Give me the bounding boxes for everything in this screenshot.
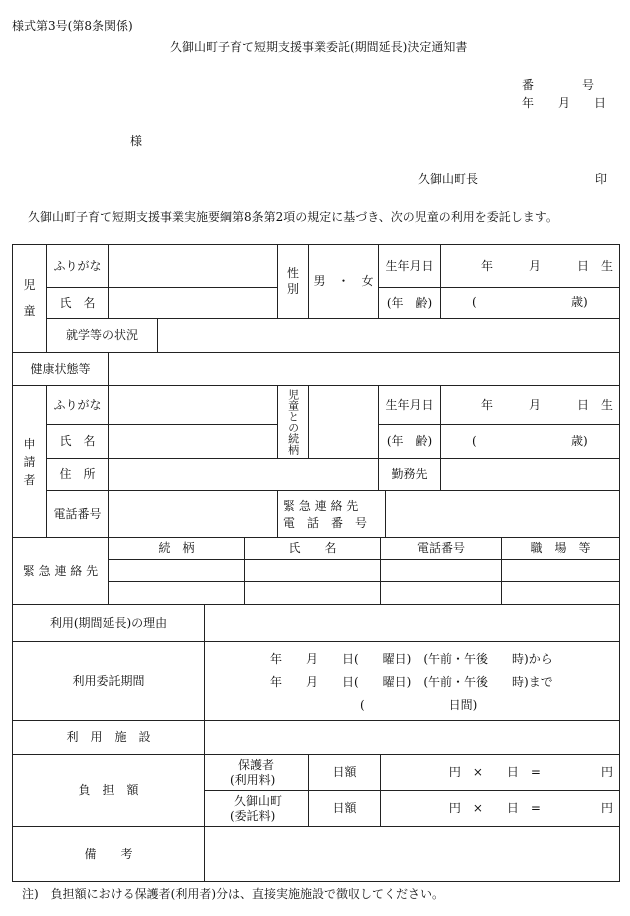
facility-label: 利 用 施 設: [66, 730, 151, 745]
period-label: 利用委託期間: [72, 673, 145, 688]
seal-mark: 印: [595, 172, 608, 186]
applicant-age-label: (年 齢): [386, 434, 433, 449]
period-from[interactable]: 年 月 日( 曜日) (午前・午後 時)から: [270, 652, 553, 666]
emergency-section-label: 緊 急 連 絡 先: [22, 563, 99, 578]
issuer: 久御山町長: [418, 172, 479, 186]
applicant-name-label: 氏 名: [59, 434, 96, 449]
period-days[interactable]: ( 日間): [360, 698, 478, 712]
footer-note: 注) 負担額における保護者(利用者)分は、直接実施施設で徴収してください。: [22, 887, 445, 901]
burden-guardian-daily: 日額: [332, 765, 357, 780]
form-number: 様式第3号(第8条関係): [12, 19, 133, 33]
burden-guardian-calc[interactable]: 円 × 日 = 円: [448, 765, 613, 780]
child-sex-options[interactable]: 男 ・ 女: [313, 274, 374, 289]
applicant-workplace-label: 勤務先: [391, 467, 428, 482]
health-field[interactable]: [109, 353, 619, 385]
applicant-emergency-phone-field[interactable]: [386, 491, 619, 537]
burden-guardian-label-1: 保護者: [238, 758, 275, 772]
child-section-label: 児 童: [23, 277, 36, 319]
applicant-relation-field[interactable]: [309, 386, 378, 458]
remarks-field[interactable]: [205, 827, 619, 881]
burden-guardian-label-2: (利用料): [230, 773, 276, 787]
emergency-col-name: 氏 名: [288, 541, 337, 556]
applicant-address-field[interactable]: [109, 459, 378, 490]
child-age-open: (: [472, 295, 477, 309]
applicant-furigana-field[interactable]: [109, 386, 277, 424]
emergency-col-workplace: 職 場 等: [530, 541, 591, 556]
burden-town-calc[interactable]: 円 × 日 = 円: [448, 801, 613, 816]
applicant-phone-field[interactable]: [109, 491, 277, 537]
applicant-birth-label: 生年月日: [385, 397, 434, 412]
burden-town-label-2: (委託料): [230, 809, 276, 823]
child-furigana-label: ふりがな: [53, 258, 102, 273]
child-name-field[interactable]: [109, 288, 277, 318]
child-birth-value[interactable]: 年 月 日 生: [480, 258, 613, 273]
applicant-birth-value[interactable]: 年 月 日 生: [480, 397, 613, 412]
applicant-workplace-field[interactable]: [441, 459, 619, 490]
child-sex-label: 性 別: [286, 265, 299, 296]
recipient-honorific: 様: [130, 134, 143, 148]
remarks-label: 備 考: [84, 846, 133, 861]
period-to[interactable]: 年 月 日( 曜日) (午前・午後 時)まで: [270, 675, 553, 689]
applicant-emergency-label-2: 電 話 番 号: [283, 516, 368, 530]
document-number: 番 号: [522, 78, 595, 92]
document-title: 久御山町子育て短期支援事業委託(期間延長)決定通知書: [170, 40, 468, 54]
intro-text: 久御山町子育て短期支援事業実施要綱第8条第2項の規定に基づき、次の児童の利用を委託します。: [28, 210, 558, 224]
child-age-label: (年 齢): [386, 295, 433, 310]
emergency-col-relation: 続 柄: [158, 541, 195, 556]
facility-field[interactable]: [205, 721, 619, 754]
child-birth-label: 生年月日: [385, 258, 434, 273]
applicant-furigana-label: ふりがな: [53, 397, 102, 412]
child-name-label: 氏 名: [59, 295, 96, 310]
child-age-close: 歳): [571, 295, 588, 309]
child-school-label: 就学等の状況: [65, 328, 138, 343]
burden-label: 負 担 額: [78, 783, 139, 798]
document-date: 年 月 日: [522, 96, 607, 110]
burden-town-daily: 日額: [332, 801, 357, 816]
applicant-emergency-label-1: 緊 急 連 絡 先: [283, 499, 359, 513]
reason-field[interactable]: [205, 605, 619, 641]
applicant-age-open: (: [472, 434, 477, 448]
applicant-phone-label: 電話番号: [53, 506, 102, 521]
applicant-relation-label: 児童との続柄: [286, 389, 300, 455]
applicant-age-close: 歳): [571, 434, 588, 448]
applicant-address-label: 住 所: [59, 467, 96, 482]
emergency-col-phone: 電話番号: [416, 541, 465, 556]
child-school-field[interactable]: [158, 319, 619, 352]
reason-label: 利用(期間延長)の理由: [49, 615, 168, 630]
applicant-name-field[interactable]: [109, 425, 277, 458]
child-furigana-field[interactable]: [109, 245, 277, 287]
applicant-section-label: 申 請 者: [23, 436, 36, 487]
health-label: 健康状態等: [30, 361, 91, 376]
burden-town-label-1: 久御山町: [234, 794, 283, 808]
